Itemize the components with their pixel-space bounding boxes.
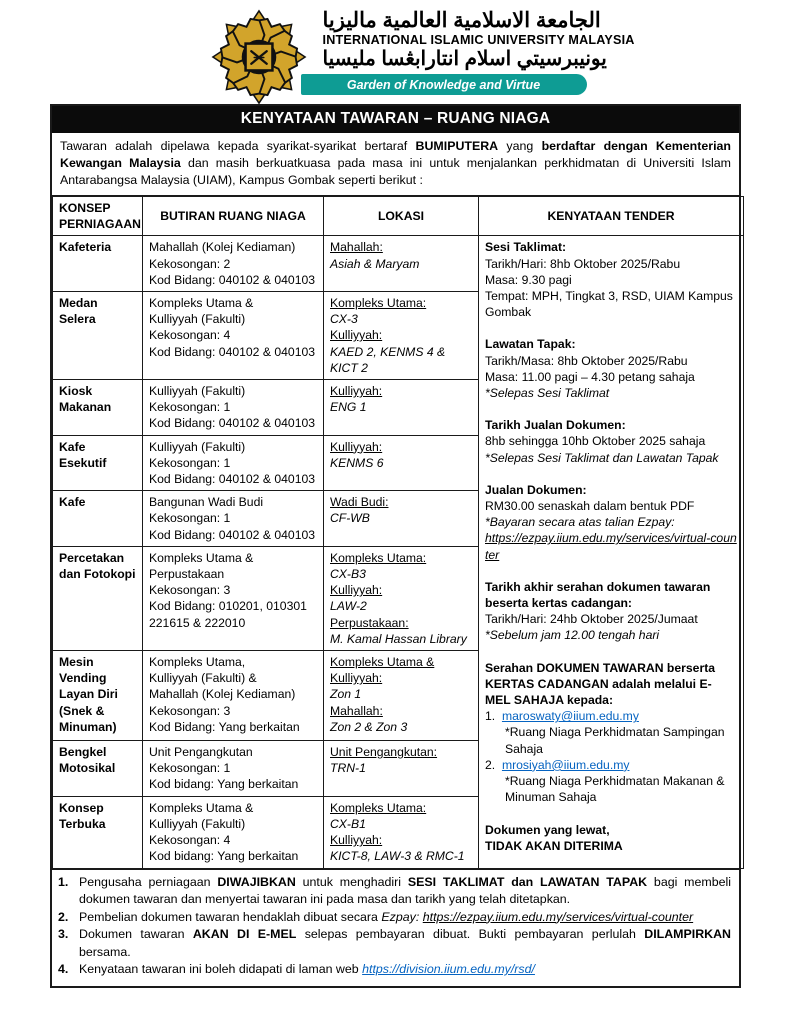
line: [485, 822, 737, 838]
text-segment: Kod Bidang: 040102 & 040103: [149, 272, 316, 287]
line: [149, 494, 317, 510]
butiran-cell: [143, 546, 324, 650]
butiran-cell: [143, 741, 324, 797]
text-segment: Dokumen yang lewat,: [485, 822, 610, 837]
iium-crest-logo-icon: [201, 9, 317, 105]
text-segment: Kompleks Utama:: [330, 800, 427, 815]
text-segment: BUMIPUTERA: [415, 139, 499, 153]
line: [149, 816, 317, 832]
line: [330, 311, 472, 327]
line: [149, 415, 317, 431]
text-segment: Zon 1: [330, 687, 362, 702]
konsep-cell: Kiosk Makanan: [53, 380, 143, 436]
line: [149, 776, 317, 792]
line: [330, 327, 472, 343]
arabic-name: الجامعة الاسلامية العالمية ماليزيا: [322, 9, 601, 32]
text-segment: SESI TAKLIMAT dan LAWATAN TAPAK: [407, 874, 648, 889]
butiran-cell: [143, 236, 324, 292]
col-header-tender: KENYATAAN TENDER: [479, 197, 744, 236]
text-segment: *Selepas Sesi Taklimat: [485, 386, 610, 401]
notice-body: [50, 104, 741, 988]
text-segment: Bangunan Wadi Budi: [149, 495, 264, 510]
text-segment: *Ruang Niaga Perkhidmatan Makanan & Minuman Sahaja: [505, 774, 725, 805]
text-segment: Mahallah (Kolej Kediaman): [149, 687, 296, 702]
line: [149, 719, 317, 735]
butiran-cell: [143, 292, 324, 380]
link[interactable]: mrosiyah@iium.edu.my: [501, 757, 630, 772]
text-segment: Kekosongan: 3: [149, 703, 231, 718]
link[interactable]: https://ezpay.iium.edu.my/services/virtual-counter: [485, 531, 737, 562]
text-segment: Kulliyyah:: [330, 833, 383, 848]
text-segment: Kompleks Utama:: [330, 296, 427, 311]
line: [330, 256, 472, 272]
text-segment: 1.: [485, 709, 502, 724]
line: [485, 385, 737, 401]
konsep-cell: Bengkel Motosikal: [53, 741, 143, 797]
text-segment: Kod bidang: Yang berkaitan: [149, 777, 299, 792]
col-header-lokasi: LOKASI: [324, 197, 479, 236]
butiran-cell: [143, 796, 324, 868]
line: [149, 399, 317, 415]
text-segment: Kompleks Utama,: [149, 655, 246, 670]
link[interactable]: maroswaty@iium.edu.my: [501, 709, 639, 724]
line: [485, 806, 737, 822]
university-name: INTERNATIONAL ISLAMIC UNIVERSITY MALAYSIA: [322, 33, 635, 47]
text-segment: Kod Bidang: 040102 & 040103: [149, 472, 316, 487]
text-segment: Kulliyyah:: [330, 583, 383, 598]
text-segment: DIWAJIBKAN: [217, 874, 296, 889]
text-segment: Mahallah:: [330, 703, 383, 718]
note-text: [79, 909, 731, 927]
text-segment: Tarikh/Hari: 8hb Oktober 2025/Rabu: [485, 256, 681, 271]
text-segment: Lawatan Tapak:: [485, 337, 576, 352]
text-segment: Perpustakaan: [149, 567, 225, 582]
text-segment: Kompleks Utama &: [149, 296, 254, 311]
text-segment: CF-WB: [330, 511, 370, 526]
line: [485, 336, 737, 352]
text-segment: Ezpay:: [381, 909, 423, 924]
text-segment: Kod bidang: Yang berkaitan: [149, 849, 299, 864]
lokasi-cell: [324, 741, 479, 797]
text-segment: Kod Bidang: 040102 & 040103: [149, 527, 316, 542]
line: [149, 598, 317, 614]
text-segment: Kulliyyah (Fakulti): [149, 439, 246, 454]
line: [149, 455, 317, 471]
line: [330, 550, 472, 566]
text-segment: Kekosongan: 4: [149, 328, 231, 343]
text-segment: berdaftar dengan Kementerian Kewangan Malaysia: [60, 139, 731, 170]
note-item: [58, 874, 731, 909]
text-segment: KAED 2, KENMS 4 & KICT 2: [330, 344, 446, 375]
line: [485, 256, 737, 272]
text-segment: Kod Bidang: 040102 & 040103: [149, 344, 316, 359]
line: [149, 744, 317, 760]
text-segment: Tarikh akhir serahan dokumen tawaran beserta kertas cadangan:: [485, 579, 711, 611]
line: [485, 433, 737, 449]
line: [149, 550, 317, 566]
text-segment: dan masih berkuatkuasa pada masa ini untuk menjalankan perkhidmatan di Universiti Islam Antarabangsa Malaysia (UIAM), Kampus Gombak seperti berikut :: [60, 156, 731, 187]
line: [485, 369, 737, 385]
line: [149, 272, 317, 288]
note-text: [79, 926, 731, 961]
text-segment: Masa: 11.00 pagi – 4.30 petang sahaja: [485, 369, 695, 384]
line: [330, 832, 472, 848]
text-segment: Kod Bidang: 040102 & 040103: [149, 416, 316, 431]
intro-paragraph: [52, 133, 739, 196]
note-number: 4.: [58, 962, 69, 976]
konsep-cell: Kafeteria: [53, 236, 143, 292]
text-segment: Kod Bidang: 010201, 010301: [149, 599, 307, 614]
text-segment: Pengusaha perniagaan: [79, 874, 218, 889]
line: [149, 582, 317, 598]
text-segment: Kekosongan: 2: [149, 256, 231, 271]
text-segment: selepas pembayaran dibuat. Bukti pembayaran perlulah: [296, 927, 645, 941]
text-segment: Unit Pengangkutan:: [330, 745, 438, 760]
text-segment: *Ruang Niaga Perkhidmatan Sampingan Sahaja: [505, 725, 725, 756]
line: [149, 615, 317, 631]
line: [485, 563, 737, 579]
line: [330, 295, 472, 311]
text-segment: Jualan Dokumen:: [485, 482, 587, 497]
text-segment: Kulliyyah (Fakulti) &: [149, 671, 257, 686]
line: [330, 816, 472, 832]
line: [485, 838, 737, 854]
text-segment: Kulliyyah (Fakulti): [149, 384, 246, 399]
butiran-cell: [143, 435, 324, 491]
note-item: [58, 909, 731, 927]
line: [330, 598, 472, 614]
col-header-butiran: BUTIRAN RUANG NIAGA: [143, 197, 324, 236]
text-segment: TIDAK AKAN DITERIMA: [485, 838, 623, 853]
text-segment: Kekosongan: 1: [149, 761, 231, 776]
text-segment: Masa: 9.30 pagi: [485, 272, 572, 287]
text-segment: Tarikh Jualan Dokumen:: [485, 418, 626, 433]
link[interactable]: https://division.iium.edu.my/rsd/: [362, 962, 535, 976]
text-segment: Dokumen tawaran: [79, 927, 193, 941]
text-segment: Kekosongan: 1: [149, 511, 231, 526]
line: [330, 494, 472, 510]
text-segment: Kekosongan: 1: [149, 455, 231, 470]
note-item: [58, 961, 731, 979]
text-segment: TRN-1: [330, 761, 366, 776]
table-header-row: [53, 197, 744, 236]
line: [485, 757, 737, 773]
line: [149, 686, 317, 702]
line: [330, 654, 472, 686]
line: [330, 631, 472, 647]
text-segment: Tarikh/Hari: 24hb Oktober 2025/Jumaat: [485, 612, 698, 627]
text-segment: *Sebelum jam 12.00 tengah hari: [485, 628, 660, 643]
lokasi-cell: [324, 292, 479, 380]
butiran-cell: [143, 651, 324, 741]
text-segment: untuk menghadiri: [295, 874, 408, 889]
text-segment: *Selepas Sesi Taklimat dan Lawatan Tapak: [485, 450, 719, 465]
line: [149, 239, 317, 255]
text-segment: Kulliyyah:: [330, 328, 383, 343]
letterhead: [0, 0, 791, 104]
line: [149, 383, 317, 399]
line: [330, 760, 472, 776]
line: [330, 800, 472, 816]
butiran-cell: [143, 491, 324, 547]
konsep-cell: Medan Selera: [53, 292, 143, 380]
text-segment: CX-B1: [330, 816, 366, 831]
line: [149, 670, 317, 686]
line: [149, 471, 317, 487]
text-segment: 2.: [485, 757, 502, 772]
text-segment: Kekosongan: 4: [149, 833, 231, 848]
text-segment: 8hb sehingga 10hb Oktober 2025 sahaja: [485, 434, 706, 449]
line: [485, 288, 737, 320]
tagline-banner: Garden of Knowledge and Virtue: [301, 74, 587, 95]
line: [330, 383, 472, 399]
text-segment: Kekosongan: 3: [149, 583, 231, 598]
line: [485, 482, 737, 498]
text-segment: KICT-8, LAW-3 & RMC-1: [330, 849, 465, 864]
line: [485, 611, 737, 627]
note-item: [58, 926, 731, 961]
text-segment: Unit Pengangkutan: [149, 745, 253, 760]
line: [485, 530, 737, 562]
lokasi-cell: [324, 380, 479, 436]
footer-notes: [52, 869, 739, 986]
text-segment: Asiah & Maryam: [330, 256, 420, 271]
line: [149, 439, 317, 455]
text-segment: DILAMPIRKAN: [644, 927, 731, 941]
line: [485, 644, 737, 660]
text-segment: Kompleks Utama &: [149, 550, 254, 565]
lokasi-cell: [324, 651, 479, 741]
text-segment: yang: [498, 139, 542, 153]
lokasi-cell: [324, 546, 479, 650]
line: [485, 450, 737, 466]
line: [149, 311, 317, 327]
line: [330, 455, 472, 471]
konsep-cell: Konsep Terbuka: [53, 796, 143, 868]
text-segment: Tawaran adalah dipelawa kepada syarikat-syarikat bertaraf: [60, 139, 416, 153]
line: [330, 848, 472, 864]
lokasi-cell: [324, 491, 479, 547]
line: [330, 239, 472, 255]
line: [330, 582, 472, 598]
text-segment: bersama.: [79, 944, 131, 959]
konsep-cell: Kafe: [53, 491, 143, 547]
text-segment: ENG 1: [330, 400, 367, 415]
line: [330, 439, 472, 455]
text-segment: M. Kamal Hassan Library: [330, 631, 467, 646]
text-segment: AKAN DI E-MEL: [192, 927, 297, 941]
text-segment: Kompleks Utama & Kulliyyah:: [330, 655, 435, 686]
line: [485, 401, 737, 417]
note-text: [79, 874, 731, 909]
line: [485, 417, 737, 433]
line: [330, 510, 472, 526]
text-segment: Serahan DOKUMEN TAWARAN berserta KERTAS CADANGAN adalah melalui E-MEL SAHAJA kepada:: [485, 660, 716, 708]
jawi-name: يونيبرسيتي اسلام انتارابڠسا مليسيا: [322, 48, 607, 70]
line: [149, 832, 317, 848]
line: [330, 703, 472, 719]
text-segment: CX-B3: [330, 567, 366, 582]
line: [485, 708, 737, 724]
line: [485, 724, 737, 756]
text-segment: KENMS 6: [330, 455, 384, 470]
text-segment: 221615 & 222010: [149, 615, 246, 630]
line: [149, 848, 317, 864]
text-segment: Zon 2 & Zon 3: [330, 719, 408, 734]
text-segment: Tempat: MPH, Tingkat 3, RSD, UIAM Kampus Gombak: [485, 289, 733, 320]
text-segment: Perpustakaan:: [330, 615, 409, 630]
line: [149, 527, 317, 543]
text-segment: LAW-2: [330, 599, 367, 614]
text-segment: Kulliyyah:: [330, 439, 383, 454]
col-header-konsep: KONSEP PERNIAGAAN: [53, 197, 143, 236]
note-number: 3.: [58, 927, 69, 941]
text-segment: Mahallah:: [330, 240, 383, 255]
line: [149, 256, 317, 272]
text-segment: Kulliyyah (Fakulti): [149, 312, 246, 327]
konsep-cell: Mesin Vending Layan Diri (Snek & Minuman): [53, 651, 143, 741]
line: [149, 327, 317, 343]
note-text: [79, 961, 731, 979]
lokasi-cell: [324, 435, 479, 491]
line: [485, 579, 737, 611]
line: [149, 800, 317, 816]
text-segment: Kod Bidang: Yang berkaitan: [149, 719, 300, 734]
butiran-cell: [143, 380, 324, 436]
note-number: 1.: [58, 874, 69, 889]
line: [330, 615, 472, 631]
text-segment: Sesi Taklimat:: [485, 240, 567, 255]
line: [485, 627, 737, 643]
line: [485, 272, 737, 288]
konsep-cell: Kafe Esekutif: [53, 435, 143, 491]
konsep-cell: Percetakan dan Fotokopi: [53, 546, 143, 650]
line: [485, 320, 737, 336]
tender-info-cell: [479, 236, 744, 868]
text-segment: Kulliyyah:: [330, 384, 383, 399]
line: [149, 654, 317, 670]
page-title: KENYATAAN TAWARAN – RUANG NIAGA: [52, 106, 739, 133]
text-segment: Pembelian dokumen tawaran hendaklah dibuat secara: [79, 909, 382, 924]
line: [330, 719, 472, 735]
table-row: [53, 236, 744, 292]
line: [149, 510, 317, 526]
line: [485, 514, 737, 530]
text-segment: Kompleks Utama:: [330, 550, 427, 565]
line: [330, 744, 472, 760]
text-segment: Wadi Budi:: [330, 495, 389, 510]
line: [485, 660, 737, 709]
lokasi-cell: [324, 796, 479, 868]
line: [149, 295, 317, 311]
line: [485, 353, 737, 369]
text-segment: Mahallah (Kolej Kediaman): [149, 240, 296, 255]
line: [330, 566, 472, 582]
line: [485, 239, 737, 255]
line: [485, 466, 737, 482]
link[interactable]: https://ezpay.iium.edu.my/services/virtual-counter: [422, 909, 694, 924]
note-number: 2.: [58, 909, 69, 924]
text-segment: *Bayaran secara atas talian Ezpay:: [485, 515, 675, 530]
line: [330, 344, 472, 376]
text-segment: CX-3: [330, 312, 358, 327]
line: [149, 566, 317, 582]
letterhead-text: [322, 9, 635, 95]
text-segment: Kulliyyah (Fakulti): [149, 816, 246, 831]
line: [149, 344, 317, 360]
line: [485, 773, 737, 805]
line: [485, 498, 737, 514]
text-segment: RM30.00 senaskah dalam bentuk PDF: [485, 499, 695, 514]
text-segment: bagi membeli dokumen tawaran dan menyertai tawaran ini pada masa dan tarikh yang telah ditetapkan.: [79, 874, 731, 906]
tender-table: [52, 196, 744, 869]
text-segment: Kompleks Utama &: [149, 800, 254, 815]
text-segment: Kenyataan tawaran ini boleh didapati di laman web: [79, 962, 363, 976]
line: [330, 686, 472, 702]
line: [149, 760, 317, 776]
line: [330, 399, 472, 415]
text-segment: Kekosongan: 1: [149, 400, 231, 415]
text-segment: Tarikh/Masa: 8hb Oktober 2025/Rabu: [485, 353, 688, 368]
line: [149, 703, 317, 719]
lokasi-cell: [324, 236, 479, 292]
